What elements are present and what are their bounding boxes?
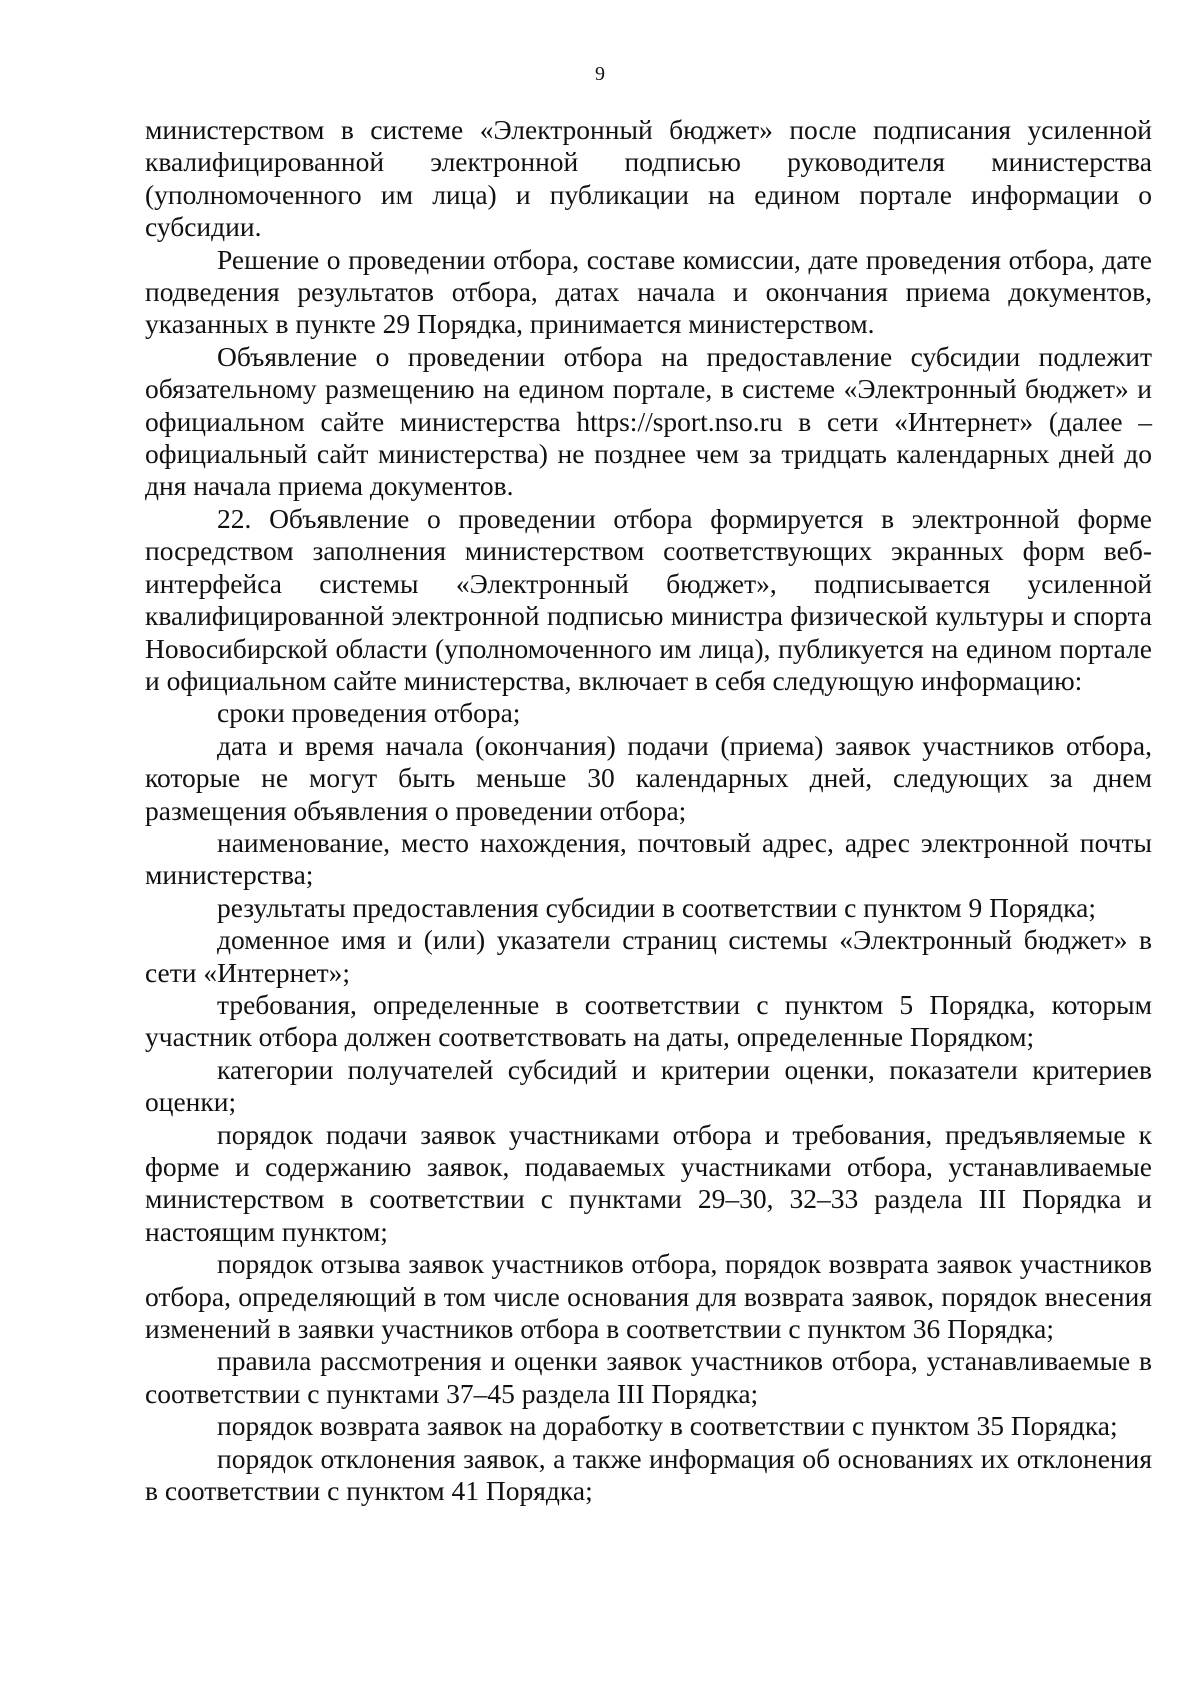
paragraph-announcement: Объявление о проведении отбора на предоставление субсидии подлежит обязательному размещению на едином портале, в системе «Электронный бюджет» и официальном сайте министерства https://sport.nso.ru в сети «Интернет» (далее – официальный сайт министерства) не позднее чем за тридцать календарных дней до дня начала приема документов. [145, 340, 1152, 502]
list-item: категории получателей субсидий и критерии оценки, показатели критериев оценки; [145, 1053, 1152, 1118]
paragraph-continuation: министерством в системе «Электронный бюджет» после подписания усиленной квалифицированной электронной подписью руководителя министерства (уполномоченного им лица) и публикации на едином портале информации о субсидии. [145, 114, 1152, 243]
list-item: сроки проведения отбора; [217, 697, 521, 729]
document-body [145, 114, 1152, 1507]
list-item: результаты предоставления субсидии в соответствии с пунктом 9 Порядка; [217, 891, 1096, 923]
list-item: доменное имя и (или) указатели страниц системы «Электронный бюджет» в сети «Интернет»; [145, 924, 1152, 988]
list-item: требования, определенные в соответствии с пунктом 5 Порядка, которым участник отбора должен соответствовать на даты, определенные Порядком; [145, 988, 1152, 1053]
list-item: порядок отклонения заявок, а также информация об основаниях их отклонения в соответствии с пунктом 41 Порядка; [145, 1442, 1152, 1507]
paragraph-item-22: 22. Объявление о проведении отбора формируется в электронной форме посредством заполнения министерством соответствующих экранных форм веб-интерфейса системы «Электронный бюджет», подписывается усиленной квалифицированной электронной подписью министра физической культуры и спорта Новосибирской области (уполномоченного им лица), публикуется на едином портале и официальном сайте министерства, включает в себя следующую информацию: [145, 502, 1152, 696]
list-item: правила рассмотрения и оценки заявок участников отбора, устанавливаемые в соответствии с пунктами 37–45 раздела III Порядка; [145, 1345, 1152, 1409]
paragraph-decision: Решение о проведении отбора, составе комиссии, дате проведения отбора, дате подведения результатов отбора, датах начала и окончания приема документов, указанных в пункте 29 Порядка, принимается министерством. [145, 243, 1152, 340]
list-item: дата и время начала (окончания) подачи (приема) заявок участников отбора, которые не могут быть меньше 30 календарных дней, следующих за днем размещения объявления о проведении отбора; [145, 729, 1152, 826]
page-number: 9 [595, 63, 605, 85]
list-item: порядок подачи заявок участниками отбора и требования, предъявляемые к форме и содержанию заявок, подаваемых участниками отбора, устанавливаемые министерством в соответствии с пунктами 29–30, 32–33 раздела III Порядка и настоящим пунктом; [145, 1118, 1152, 1247]
list-item: порядок возврата заявок на доработку в соответствии с пунктом 35 Порядка; [217, 1410, 1118, 1442]
list-item: порядок отзыва заявок участников отбора, порядок возврата заявок участников отбора, определяющий в том числе основания для возврата заявок, порядок внесения изменений в заявки участников отбора в соответствии с пунктом 36 Порядка; [145, 1248, 1152, 1345]
list-item: наименование, место нахождения, почтовый адрес, адрес электронной почты министерства; [145, 826, 1152, 891]
